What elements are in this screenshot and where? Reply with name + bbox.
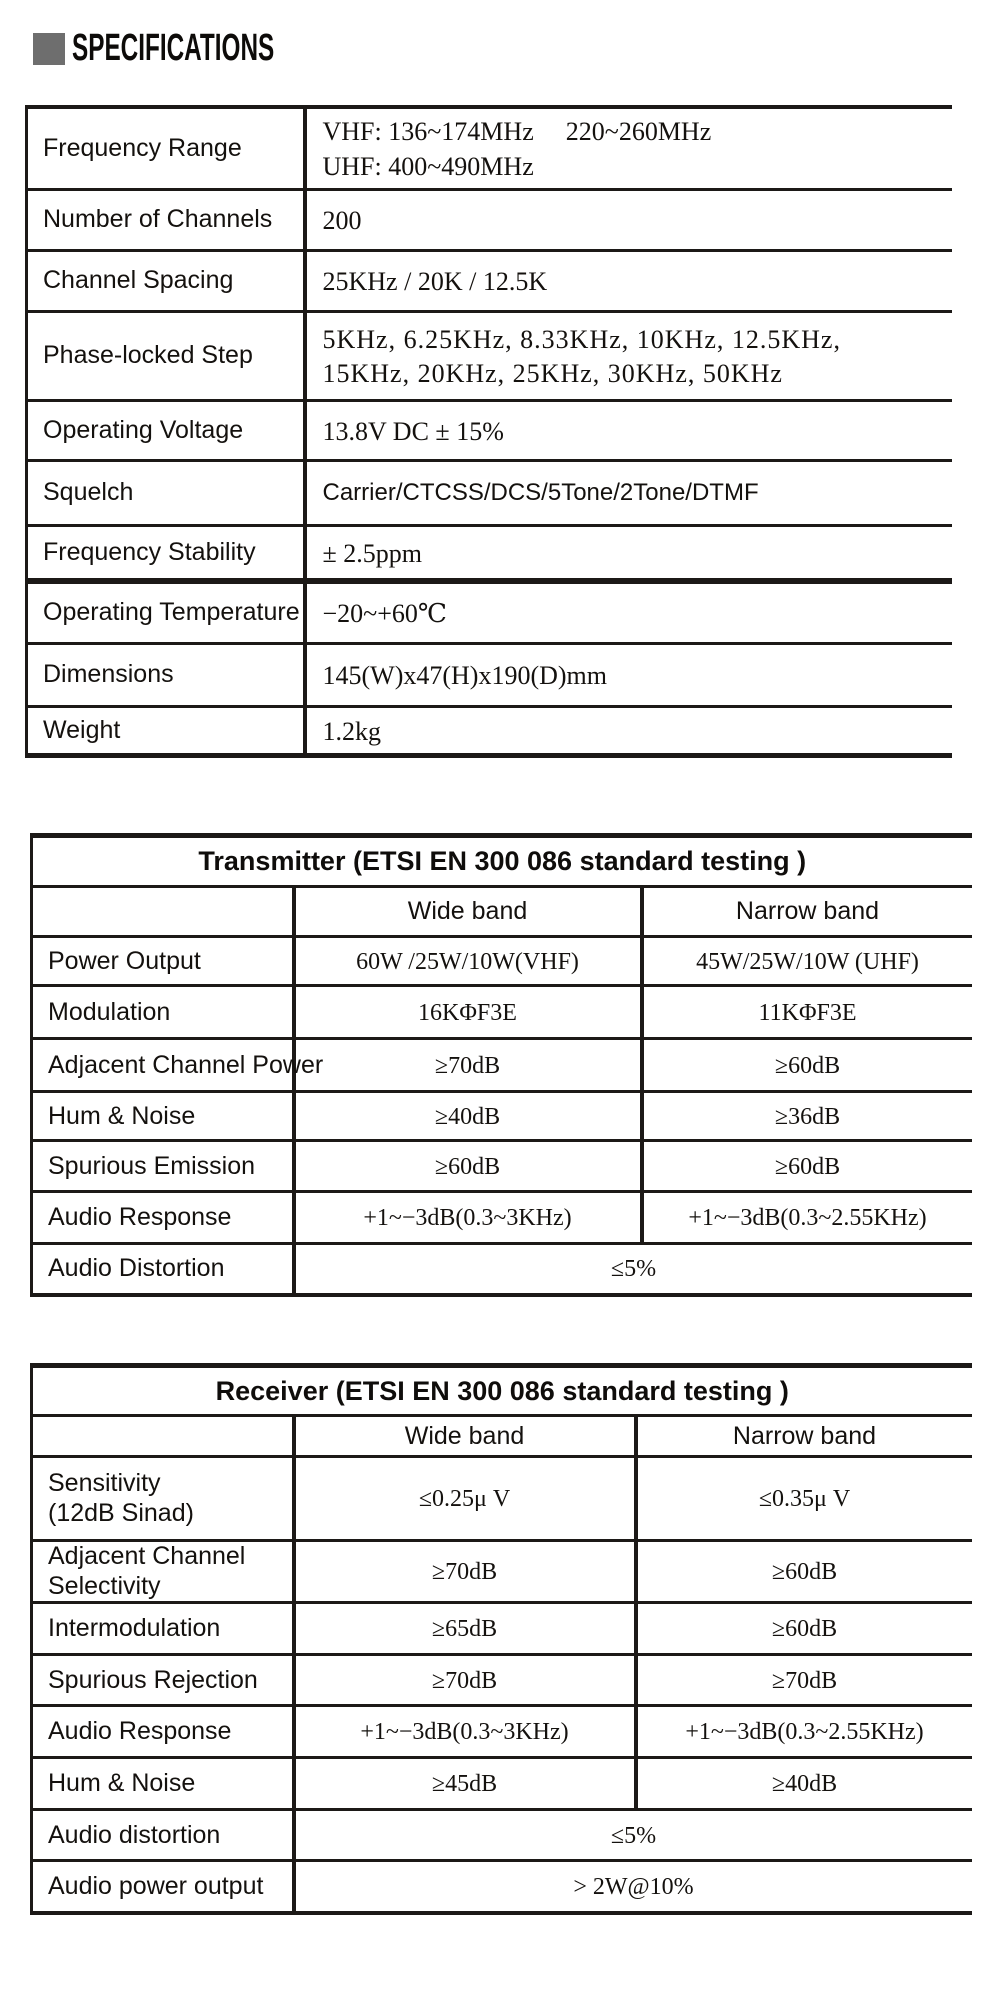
spec-label (32, 1192, 294, 1244)
wide-band-value: +1~−3dB(0.3~3KHz) (294, 1706, 636, 1758)
narrow-band-value: 11KΦF3E (642, 986, 972, 1039)
spec-label-text: Number of Channels (43, 205, 273, 233)
narrow-band-header: Narrow band (636, 1416, 972, 1457)
spec-label-text: Audio power output (48, 1871, 264, 1900)
spec-label-text: Audio Response (48, 1203, 232, 1231)
table-row (32, 1655, 972, 1706)
spec-label (32, 1810, 294, 1861)
blank-header-cell (32, 1416, 294, 1457)
narrow-band-value: ≥60dB (642, 1039, 972, 1092)
spec-label (32, 1758, 294, 1810)
table-row (32, 1092, 972, 1141)
spec-label (32, 1861, 294, 1913)
spec-value-text: 220~260MHz (565, 117, 712, 147)
spec-label (27, 189, 305, 250)
spec-label-text: Squelch (43, 478, 134, 506)
spec-label (32, 1603, 294, 1655)
table-row (32, 1758, 972, 1810)
spec-label-text: Operating Temperature (43, 598, 300, 627)
spec-label-text: Audio Distortion (48, 1254, 225, 1283)
spec-value: ± 2.5ppm (305, 525, 952, 581)
table-row (32, 1541, 972, 1603)
table-row (27, 250, 952, 311)
spec-value: 25KHz / 20K / 12.5K (305, 250, 952, 311)
spec-value: 13.8V DC ± 15% (305, 400, 952, 460)
spec-label (27, 643, 305, 706)
table-row (27, 581, 952, 643)
spec-label (27, 525, 305, 581)
narrow-band-value: ≥60dB (636, 1541, 972, 1603)
merged-value: ≤5% (294, 1810, 972, 1861)
spec-label (27, 460, 305, 525)
spec-label-text: Channel Spacing (43, 266, 234, 294)
spec-label-text: Modulation (48, 997, 171, 1026)
spec-label (32, 1706, 294, 1758)
spec-label-text: Frequency Stability (43, 537, 256, 566)
spec-label (32, 1457, 294, 1541)
table-header-row (32, 887, 972, 937)
narrow-band-value: ≥60dB (636, 1603, 972, 1655)
wide-band-value: ≤0.25μ V (294, 1457, 636, 1541)
receiver-table (30, 1363, 972, 1915)
table-row (32, 1192, 972, 1244)
general-specs-table (25, 105, 952, 758)
wide-band-value: ≥70dB (294, 1541, 636, 1603)
wide-band-value: ≥70dB (294, 1039, 642, 1092)
narrow-band-header: Narrow band (642, 887, 972, 937)
wide-band-value: ≥45dB (294, 1758, 636, 1810)
table-row (27, 643, 952, 706)
table-row (27, 525, 952, 581)
narrow-band-value: ≥36dB (642, 1092, 972, 1141)
table-row (32, 1457, 972, 1541)
spec-label-text: Audio distortion (48, 1820, 221, 1849)
spec-label-text: Audio Response (48, 1717, 232, 1745)
spec-label-text: Hum & Noise (48, 1101, 196, 1130)
wide-band-header: Wide band (294, 1416, 636, 1457)
merged-value: > 2W@10% (294, 1861, 972, 1913)
spec-label (27, 706, 305, 755)
wide-band-value: ≥60dB (294, 1141, 642, 1192)
narrow-band-value: ≥40dB (636, 1758, 972, 1810)
spec-value: Carrier/CTCSS/DCS/5Tone/2Tone/DTMF (305, 460, 952, 525)
table-row (32, 1861, 972, 1913)
receiver-table-title: Receiver (ETSI EN 300 086 standard testing ) (32, 1366, 972, 1416)
spec-label (32, 1541, 294, 1603)
spec-label-text: Weight (43, 715, 121, 744)
spec-value-text: 5KHz, 6.25KHz, 8.33KHz, 10KHz, 12.5KHz, (322, 324, 841, 354)
table-title-row (32, 836, 972, 887)
narrow-band-value: +1~−3dB(0.3~2.55KHz) (636, 1706, 972, 1758)
spec-label-text: Operating Voltage (43, 415, 244, 444)
spec-label-text: Spurious Rejection (48, 1665, 258, 1694)
spec-label-text: Intermodulation (48, 1614, 221, 1642)
spec-value (305, 311, 952, 400)
page-title: SPECIFICATIONS (72, 27, 275, 69)
wide-band-value: ≥65dB (294, 1603, 636, 1655)
table-row (32, 986, 972, 1039)
table-row (27, 400, 952, 460)
narrow-band-value: ≥60dB (642, 1141, 972, 1192)
transmitter-table (30, 833, 972, 1297)
spec-value-text: VHF: 136~174MHz (322, 117, 534, 147)
narrow-band-value: ≥70dB (636, 1655, 972, 1706)
narrow-band-value: ≤0.35μ V (636, 1457, 972, 1541)
spec-label-text: Power Output (48, 946, 201, 975)
table-title-row (32, 1366, 972, 1416)
spec-label-text: Adjacent Channel (48, 1542, 246, 1570)
spec-label (32, 986, 294, 1039)
spec-label (27, 581, 305, 643)
spec-label-text: Phase-locked Step (43, 341, 253, 369)
spec-label (27, 250, 305, 311)
spec-value: 1.2kg (305, 706, 952, 755)
spec-label-text: Frequency Range (43, 133, 242, 162)
table-row (32, 1706, 972, 1758)
spec-label (27, 107, 305, 189)
spec-label (32, 1092, 294, 1141)
wide-band-header: Wide band (294, 887, 642, 937)
spec-label-text: Hum & Noise (48, 1769, 196, 1797)
wide-band-value: ≥70dB (294, 1655, 636, 1706)
table-row (32, 1244, 972, 1295)
wide-band-value: ≥40dB (294, 1092, 642, 1141)
spec-label (32, 937, 294, 986)
spec-label (27, 400, 305, 460)
table-row (27, 107, 952, 189)
spec-label-text: (12dB Sinad) (48, 1498, 194, 1527)
spec-value-text: 15KHz, 20KHz, 25KHz, 30KHz, 50KHz (322, 359, 783, 388)
spec-label-text: Spurious Emission (48, 1151, 256, 1180)
table-row (32, 1810, 972, 1861)
table-row (32, 1603, 972, 1655)
merged-value: ≤5% (294, 1244, 972, 1295)
table-row (32, 937, 972, 986)
narrow-band-value: 45W/25W/10W (UHF) (642, 937, 972, 986)
table-row (32, 1141, 972, 1192)
spec-label (32, 1039, 324, 1092)
narrow-band-value: +1~−3dB(0.3~2.55KHz) (642, 1192, 972, 1244)
wide-band-value: 16KΦF3E (294, 986, 642, 1039)
spec-label-text: Dimensions (43, 660, 174, 688)
spec-value (305, 107, 952, 189)
spec-label (32, 1244, 294, 1295)
spec-label (32, 1141, 294, 1192)
spec-label (32, 1655, 294, 1706)
wide-band-value: 60W /25W/10W(VHF) (294, 937, 642, 986)
spec-value: 200 (305, 189, 952, 250)
spec-value: −20~+60℃ (305, 581, 952, 643)
table-row (27, 311, 952, 400)
wide-band-value: +1~−3dB(0.3~3KHz) (294, 1192, 642, 1244)
spec-value: 145(W)x47(H)x190(D)mm (305, 643, 952, 706)
table-row (27, 706, 952, 755)
spec-label-text: Sensitivity (48, 1469, 161, 1497)
spec-value-text: UHF: 400~490MHz (322, 151, 534, 181)
blank-header-cell (32, 887, 294, 937)
section-marker-square (33, 33, 65, 65)
spec-label (27, 311, 305, 400)
table-row (27, 460, 952, 525)
spec-label-text: Adjacent Channel Power (48, 1050, 324, 1079)
table-row (27, 189, 952, 250)
table-header-row (32, 1416, 972, 1457)
table-row (32, 1039, 972, 1092)
spec-label-text: Selectivity (48, 1571, 161, 1600)
transmitter-table-title: Transmitter (ETSI EN 300 086 standard testing ) (32, 836, 972, 887)
